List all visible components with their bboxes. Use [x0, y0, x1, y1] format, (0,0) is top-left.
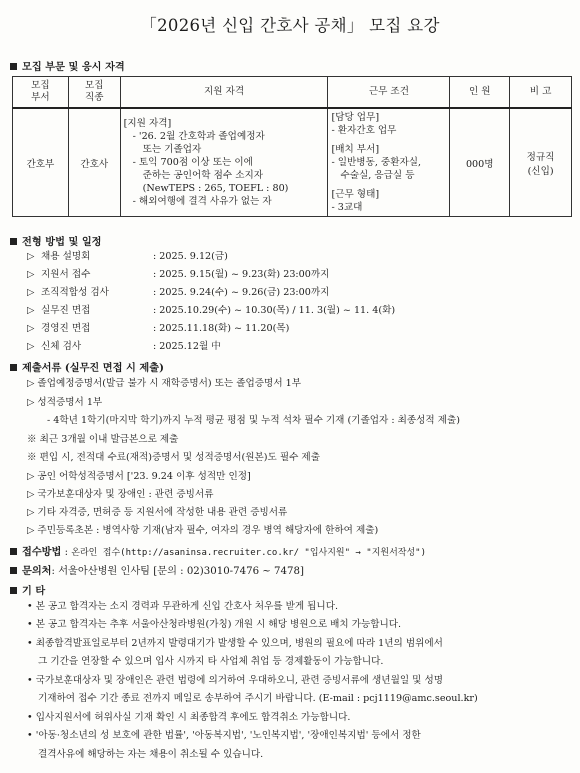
etc-line: 기재하여 접수 기간 종료 전까지 메일로 송부하여 주시기 바랍니다. (E-mail : pcj1119@amc.seoul.kr) [38, 693, 478, 704]
contact-text: : 서울아산병원 인사팀 [문의 : 02)3010-7476 ~ 7478] [51, 566, 304, 577]
schedule-item: ▷ 경영진 면접 : 2025.11.18(화) ~ 11.20(목) [27, 323, 290, 334]
square-bullet-icon [10, 364, 17, 371]
document-line: - 4학년 1학기(마지막 학기)까지 누적 평균 평점 및 누적 석차 필수 기재 (기졸업자 : 최종성적 제출) [47, 415, 461, 426]
cell-note: 정규직 (신입) [510, 108, 572, 217]
etc-line: 결격사유에 해당하는 자는 채용이 취소될 수 있습니다. [38, 749, 264, 760]
header-note: 비 고 [510, 77, 572, 109]
schedule-item: ▷ 신체 검사 : 2025.12월 中 [27, 341, 221, 352]
etc-line: 그 기간을 연장할 수 있으며 입사 시까지 타 사업체 취업 등 경제활동이 가능합니다. [38, 656, 384, 667]
document-line: ※ 편입 시, 전적대 수료(재적)증명서 및 성적증명서(원본)도 필수 제출 [27, 452, 320, 463]
header-conditions: 근무 조건 [328, 77, 450, 109]
table-row [13, 108, 572, 217]
square-bullet-icon [10, 548, 17, 555]
etc-line: • 국가보훈대상자 및 장애인은 관련 법령에 의거하여 우대하오니, 관련 증빙서류에 생년월일 및 성명 [27, 675, 444, 686]
document-line: ▷ 기타 자격증, 면허증 등 지원서에 작성한 내용 관련 증빙서류 [27, 507, 288, 518]
document-line: ※ 최근 3개월 이내 발급본으로 제출 [27, 434, 179, 445]
square-bullet-icon [10, 587, 17, 594]
header-qualification: 지원 자격 [120, 77, 328, 109]
section-heading-field: 모집 부문 및 응시 자격 [10, 58, 125, 73]
triangle-bullet-icon: ▷ [27, 287, 35, 298]
header-count: 인 원 [450, 77, 510, 109]
table-header-row [13, 77, 572, 109]
etc-line: • 본 공고 합격자는 추후 서울아산청라병원(가칭) 개원 시 해당 병원으로 배치 가능합니다. [27, 619, 402, 630]
cell-dept: 간호부 [13, 108, 69, 217]
triangle-bullet-icon: ▷ [27, 269, 35, 280]
cell-qualification: [지원 자격] - '26. 2월 간호학과 졸업예정자 또는 기졸업자 - 토익 700점 이상 또는 이에 준하는 공인어학 점수 소지자 (NewTEPS : 265, TOEFL : 80) - 해외여행에 결격 사유가 없는 자 [120, 108, 328, 217]
document-line: ▷ 공인 어학성적증명서 ['23. 9.24 이후 성적만 인정] [27, 471, 251, 482]
triangle-bullet-icon: ▷ [27, 323, 35, 334]
triangle-bullet-icon: ▷ [27, 341, 35, 352]
etc-line: • 본 공고 합격자는 소지 경력과 무관하게 신입 간호사 처우를 받게 됩니다. [27, 601, 339, 612]
schedule-item: ▷ 채용 설명회 : 2025. 9.12(금) [27, 251, 228, 262]
recruitment-table [12, 76, 572, 217]
triangle-bullet-icon: ▷ [27, 251, 35, 262]
etc-line: • 최종합격발표일로부터 2년까지 발령대기가 발생할 수 있으며, 병원의 필요에 따라 1년의 범위에서 [27, 638, 443, 649]
section-heading-schedule: 전형 방법 및 일정 [10, 233, 102, 248]
document-line: ▷ 졸업예정증명서(발급 불가 시 재학증명서) 또는 졸업증명서 1부 [27, 378, 302, 389]
header-job: 모집 직종 [68, 77, 120, 109]
section-heading-contact: 문의처: 서울아산병원 인사팀 [문의 : 02)3010-7476 ~ 7478] [10, 562, 304, 577]
document-line: ▷ 성적증명서 1부 [27, 397, 103, 408]
schedule-item: ▷ 지원서 접수 : 2025. 9.15(월) ~ 9.23(화) 23:00까지 [27, 269, 330, 280]
etc-line: • 입사지원서에 허위사실 기재 확인 시 최종합격 후에도 합격취소 가능합니다. [27, 712, 351, 723]
section-heading-method: 접수방법 : 온라인 접수(http://asaninsa.recruiter.co.kr/ "입사지원" → "지원서작성") [10, 543, 426, 558]
header-dept: 모집 부서 [13, 77, 69, 109]
section-heading-documents: 제출서류 (실무진 면접 시 제출) [10, 359, 164, 374]
document-line: ▷ 주민등록초본 : 병역사항 기재(남자 필수, 여자의 경우 병역 해당자에 한하여 제출) [27, 525, 379, 536]
page-title: 「2026년 신입 간호사 공채」 모집 요강 [140, 16, 440, 35]
triangle-bullet-icon: ▷ [27, 305, 35, 316]
cell-job: 간호사 [68, 108, 120, 217]
document-line: ▷ 국가보훈대상자 및 장애인 : 관련 증빙서류 [27, 489, 214, 500]
square-bullet-icon [10, 567, 17, 574]
schedule-item: ▷ 실무진 면접 : 2025.10.29(수) ~ 10.30(목) / 11. 3(월) ~ 11. 4(화) [27, 305, 396, 316]
cell-count: 000명 [450, 108, 510, 217]
application-url-text: 온라인 접수(http://asaninsa.recruiter.co.kr/ "입사지원" → "지원서작성") [71, 548, 427, 558]
cell-conditions: [담당 업무] - 환자간호 업무 [배치 부서] - 일반병동, 중환자실, 수술실, 응급실 등 [근무 형태] - 3교대 [328, 108, 450, 217]
square-bullet-icon [10, 63, 17, 70]
square-bullet-icon [10, 238, 17, 245]
etc-line: • '아동·청소년의 성 보호에 관한 법률', '아동복지법', '노인복지법', '장애인복지법' 등에서 정한 [27, 730, 421, 741]
schedule-item: ▷ 조직적합성 검사 : 2025. 9.24(수) ~ 9.26(금) 23:00까지 [27, 287, 330, 298]
section-heading-etc: 기 타 [10, 582, 45, 597]
